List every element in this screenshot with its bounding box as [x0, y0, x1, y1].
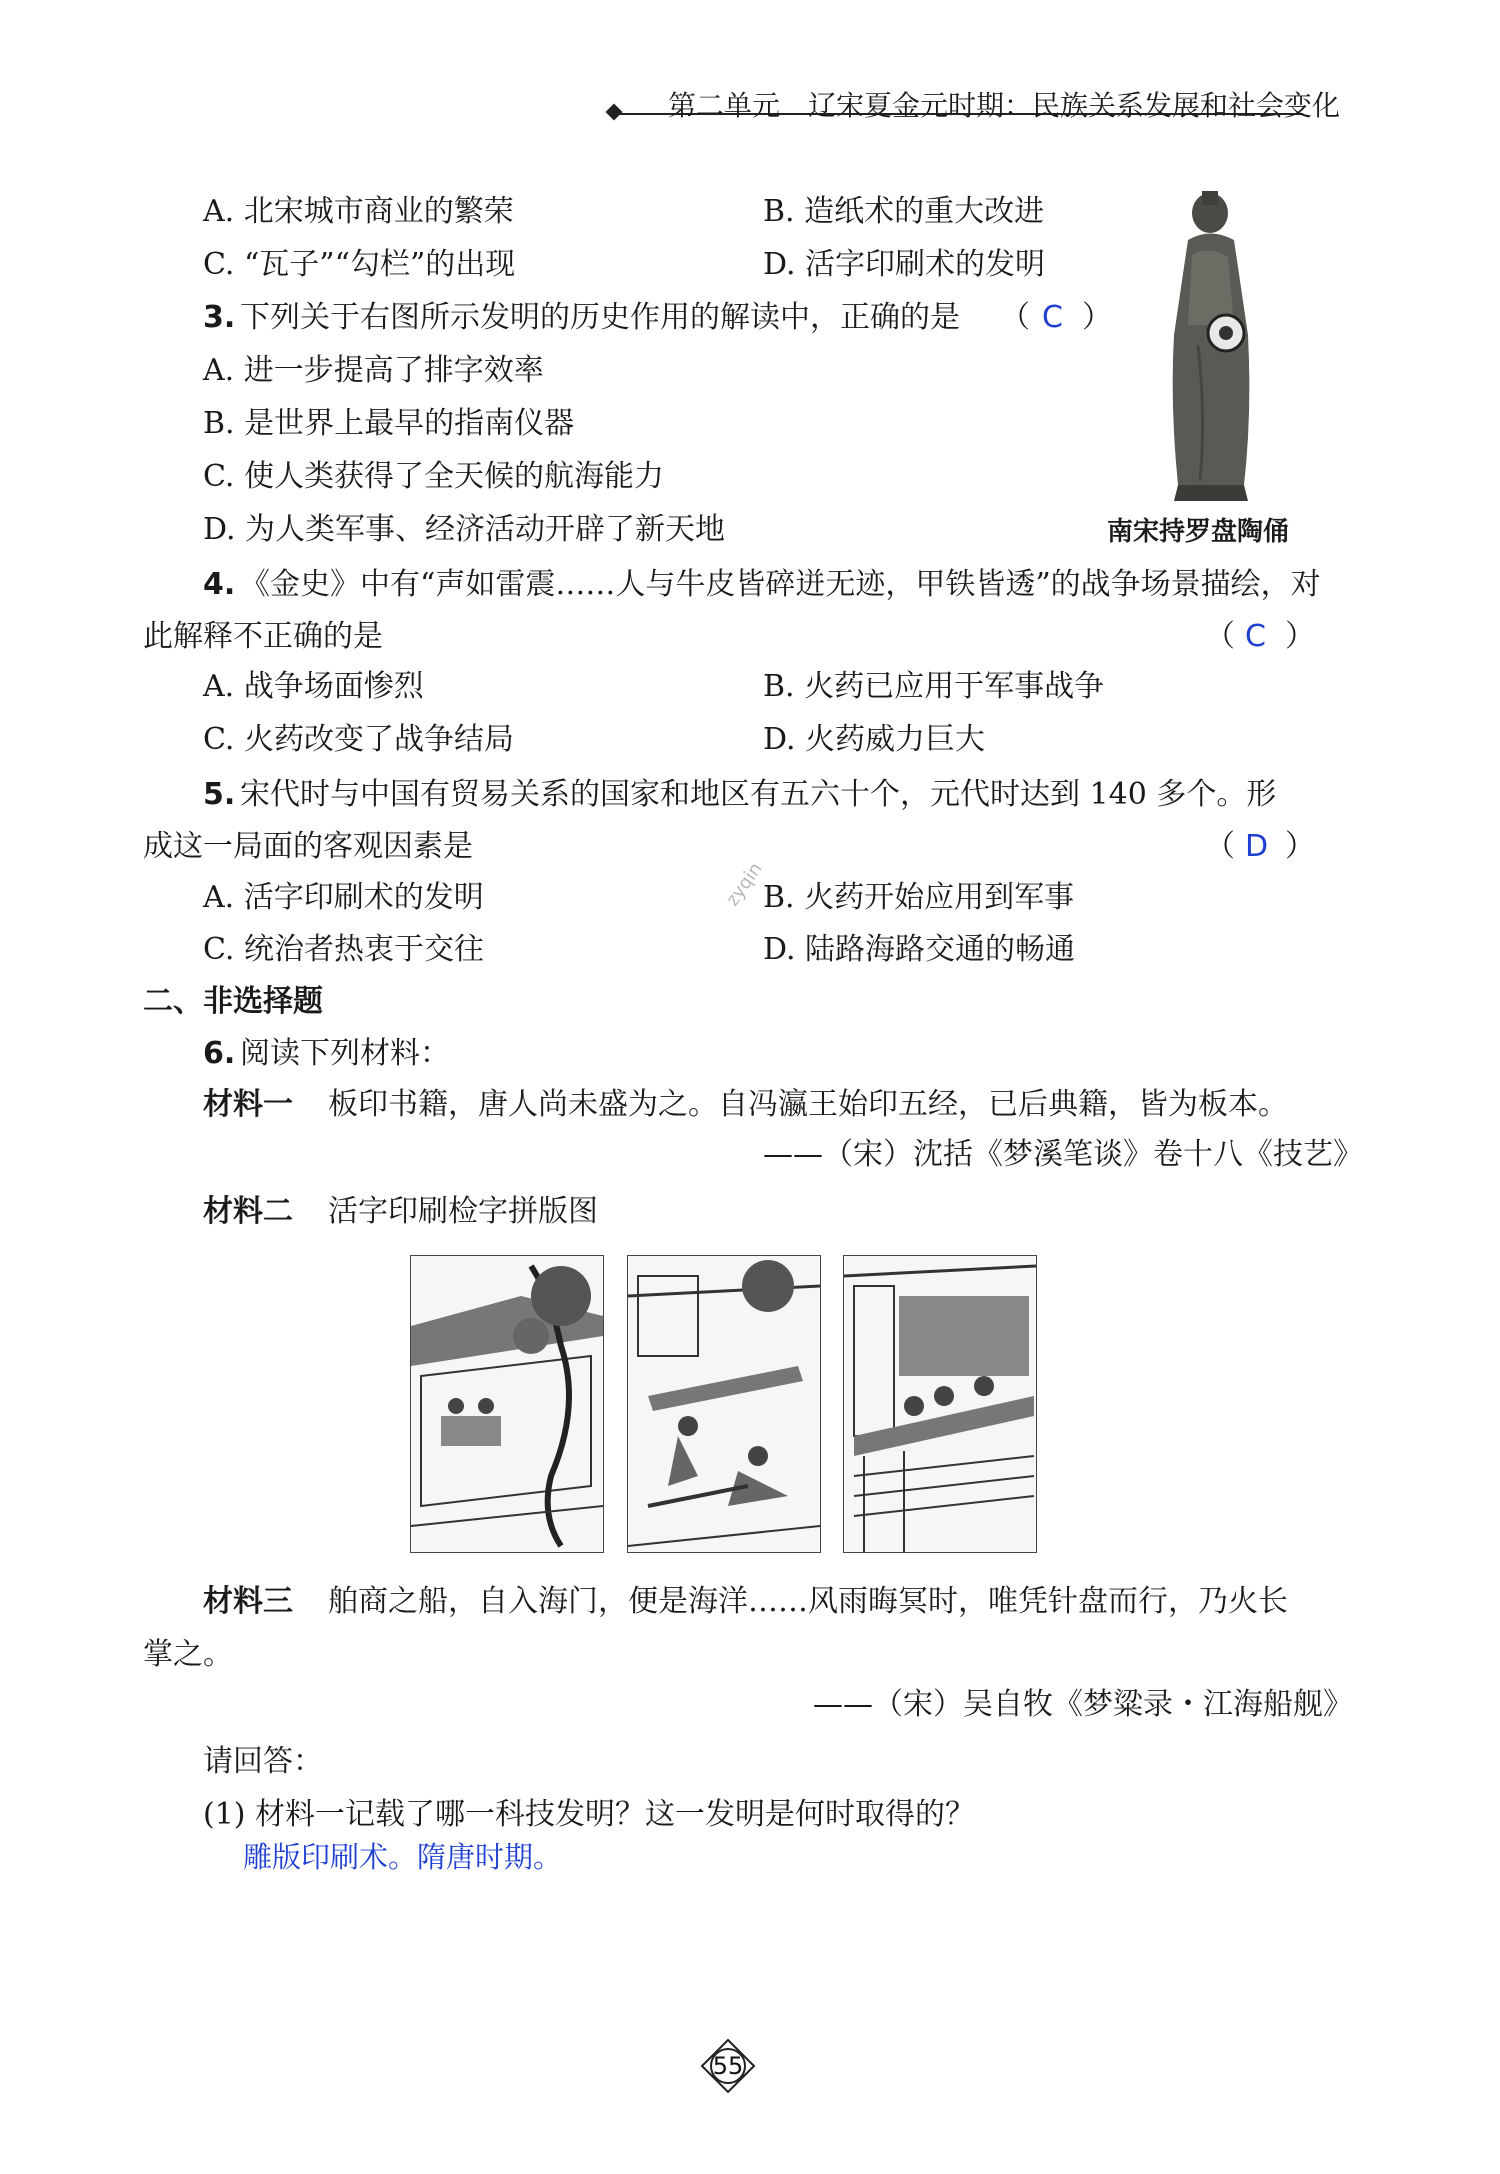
q3-option-d: D. 为人类军事、经济活动开辟了新天地 — [203, 512, 726, 547]
material2-label: 材料二 — [203, 1194, 293, 1229]
q3-number: 3. — [203, 300, 236, 335]
woodcut-image-1 — [410, 1255, 604, 1553]
q5-option-c: C. 统治者热衷于交往 — [203, 932, 484, 967]
q3-option-c: C. 使人类获得了全天候的航海能力 — [203, 459, 664, 494]
q3-paren-close: ） — [1082, 300, 1112, 335]
compass-figurine-image — [1148, 185, 1298, 505]
q4-paren-open: （ — [1205, 619, 1235, 654]
q3-answer: C — [1042, 300, 1063, 335]
sub-question-1: (1) 材料一记载了哪一科技发明？这一发明是何时取得的？ — [203, 1797, 976, 1832]
q3-option-a: A. 进一步提高了排字效率 — [203, 353, 544, 388]
sub-answer-1: 雕版印刷术。隋唐时期。 — [243, 1840, 563, 1874]
q4-option-c: C. 火药改变了战争结局 — [203, 722, 514, 757]
material3-text-line1: 舶商之船，自入海门，便是海洋……风雨晦冥时，唯凭针盘而行，乃火长 — [328, 1584, 1288, 1619]
q3-option-b: B. 是世界上最早的指南仪器 — [203, 406, 575, 441]
q4-stem-line1: 《金史》中有“声如雷震……人与牛皮皆碎迸无迹，甲铁皆透”的战争场景描绘，对 — [240, 567, 1321, 602]
woodcut-image-2 — [627, 1255, 821, 1553]
q4-stem-line2: 此解释不正确的是 — [143, 619, 383, 654]
material1-text: 板印书籍，唐人尚未盛为之。自冯瀛王始印五经，已后典籍，皆为板本。 — [328, 1087, 1288, 1122]
material1-source: ——（宋）沈括《梦溪笔谈》卷十八《技艺》 — [763, 1137, 1363, 1172]
q2-option-d: D. 活字印刷术的发明 — [763, 247, 1046, 282]
section-title: 二、非选择题 — [143, 984, 323, 1019]
q6-stem: 阅读下列材料： — [240, 1036, 450, 1071]
material3-source: ——（宋）吴自牧《梦粱录・江海船舰》 — [813, 1687, 1353, 1722]
q5-stem-line2: 成这一局面的客观因素是 — [143, 829, 473, 864]
q6-number: 6. — [203, 1036, 236, 1071]
watermark: zyqin — [722, 858, 767, 911]
material3-label: 材料三 — [203, 1584, 293, 1619]
answer-prompt: 请回答： — [203, 1744, 323, 1779]
woodcut-image-3 — [843, 1255, 1037, 1553]
q4-option-b: B. 火药已应用于军事战争 — [763, 669, 1105, 704]
q5-option-a: A. 活字印刷术的发明 — [203, 880, 484, 915]
q5-stem-line1: 宋代时与中国有贸易关系的国家和地区有五六十个，元代时达到 140 多个。形 — [240, 777, 1277, 812]
q4-answer: C — [1245, 619, 1266, 654]
q5-paren-open: （ — [1205, 829, 1235, 864]
page-number-text: 55 — [712, 2052, 744, 2080]
figure-caption: 南宋持罗盘陶俑 — [1107, 517, 1290, 547]
q4-option-a: A. 战争场面惨烈 — [203, 669, 424, 704]
q5-paren-close: ） — [1285, 829, 1315, 864]
q2-option-a: A. 北宋城市商业的繁荣 — [203, 194, 514, 229]
q2-option-c: C. “瓦子”“勾栏”的出现 — [203, 247, 516, 282]
q3-paren-open: （ — [1000, 300, 1030, 335]
q5-option-b: B. 火药开始应用到军事 — [763, 880, 1075, 915]
unit-title: 第二单元 辽宋夏金元时期：民族关系发展和社会变化 — [668, 89, 1341, 122]
q5-option-d: D. 陆路海路交通的畅通 — [763, 932, 1076, 967]
q4-option-d: D. 火药威力巨大 — [763, 722, 986, 757]
material2-text: 活字印刷检字拼版图 — [328, 1194, 598, 1229]
q2-option-b: B. 造纸术的重大改进 — [763, 194, 1045, 229]
material1-label: 材料一 — [203, 1087, 293, 1122]
material3-text-line2: 掌之。 — [143, 1637, 233, 1672]
q3-stem: 下列关于右图所示发明的历史作用的解读中，正确的是 — [240, 300, 960, 335]
header-diamond-icon — [606, 104, 623, 121]
q4-number: 4. — [203, 567, 236, 602]
page-number — [700, 2038, 756, 2094]
q5-answer: D — [1245, 829, 1269, 864]
q4-paren-close: ） — [1285, 619, 1315, 654]
q5-number: 5. — [203, 777, 236, 812]
